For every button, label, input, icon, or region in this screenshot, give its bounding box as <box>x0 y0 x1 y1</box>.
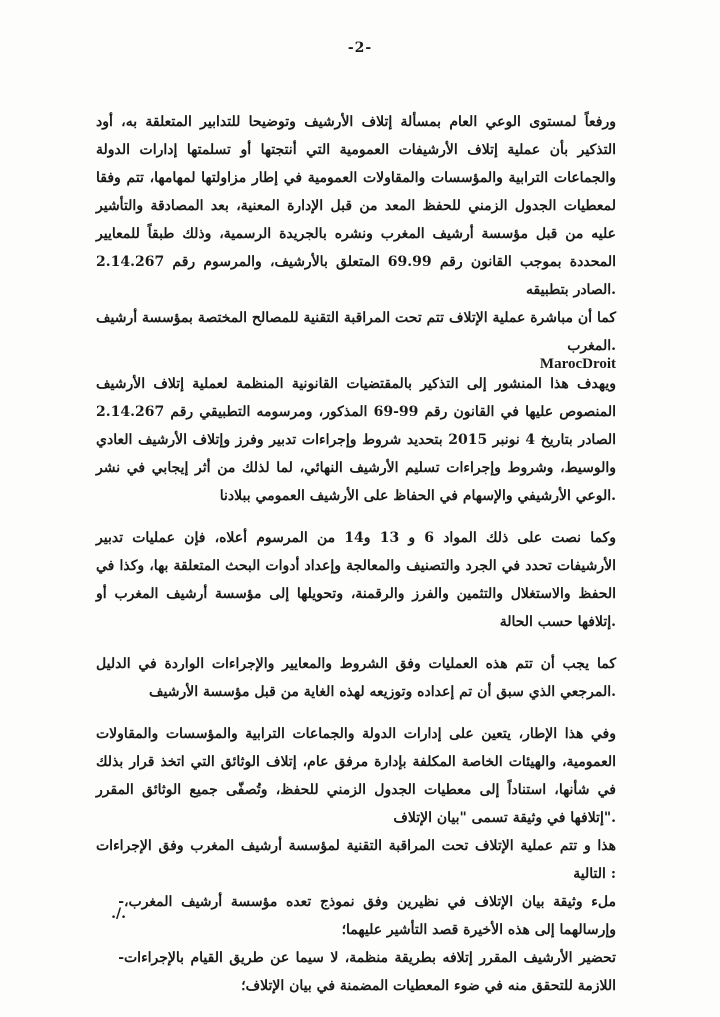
paragraph-1: ورفعاً لمستوى الوعي العام بمسألة إتلاف الأرشيف وتوضيحا للتدابير المتعلقة به، أود التذكير بأن عملية إتلاف الأرشيفات العمومية التي أنتجتها أو تسلمتها إدارات الدولة والجماعات الترابية والمؤسسات والمقاولات العمومية في إطار مزاولتها لمهامها، تتم وفقا لمعطيات الجدول الزمني للحفظ المعد من قبل الإدارة المعنية، بعد المصادقة والتأشير عليه من قبل مؤسسة أرشيف المغرب ونشره بالجريدة الرسمية، وذلك طبقاً للمعايير المحددة بموجب القانون رقم 69.99 المتعلق بالأرشيف، والمرسوم رقم 2.14.267 الصادر بتطبيقه. <box>96 114 616 298</box>
continuation-mark: ./. <box>111 906 126 922</box>
bullet-dash: - <box>118 950 124 966</box>
page-number: -2- <box>347 40 373 56</box>
bullet-text-1: ملء وثيقة بيان الإتلاف في نظيرين وفق نموذج تعده مؤسسة أرشيف المغرب، وإرسالهما إلى هذه الأخيرة قصد التأشير عليهما؛ <box>124 894 616 938</box>
paragraph-2: كما أن مباشرة عملية الإتلاف تتم تحت المراقبة التقنية للمصالح المختصة بمؤسسة أرشيف المغرب. <box>96 310 616 354</box>
bullet-text-2: تحضير الأرشيف المقرر إتلافه بطريقة منظمة، لا سيما عن طريق القيام بالإجراءات اللازمة للتحقق منه في ضوء المعطيات المضمنة في بيان الإتلاف؛ <box>124 950 616 994</box>
paragraph-7: هذا و تتم عملية الإتلاف تحت المراقبة التقنية لمؤسسة أرشيف المغرب وفق الإجراءات التالية : <box>96 838 616 882</box>
bullet-dash: - <box>118 894 124 910</box>
paragraph-4: وكما نصت على ذلك المواد 6 و 13 و14 من المرسوم أعلاه، فإن عمليات تدبير الأرشيفات تحدد في الجرد والتصنيف والمعالجة وإعداد أدوات البحث المتعلقة بها، وكذا في الحفظ والاستغلال والتثمين والفرز والرقمنة، وتحويلها إلى مؤسسة أرشيف المغرب أو إتلافها حسب الحالة. <box>96 530 616 630</box>
document-body <box>96 108 616 1000</box>
list-item <box>96 888 616 944</box>
watermark-text: MarocDroit <box>539 356 616 372</box>
paragraph-6: وفي هذا الإطار، يتعين على إدارات الدولة والجماعات الترابية والمؤسسات والمقاولات العمومية، والهيئات الخاصة المكلفة بإدارة مرفق عام، إتلاف الوثائق التي اتخذ قرار بذلك في شأنها، استناداً إلى معطيات الجدول الزمني للحفظ، وتُصفّى جميع الوثائق المقرر إتلافها في وثيقة تسمى "بيان الإتلاف". <box>96 726 616 826</box>
list-item <box>96 944 616 1000</box>
paragraph-5: كما يجب أن تتم هذه العمليات وفق الشروط والمعايير والإجراءات الواردة في الدليل المرجعي الذي سبق أن تم إعداده وتوزيعه لهذه الغاية من قبل مؤسسة الأرشيف. <box>96 656 616 700</box>
paragraph-3: ويهدف هذا المنشور إلى التذكير بالمقتضيات القانونية المنظمة لعملية إتلاف الأرشيف المنصوص عليها في القانون رقم 99-69 المذكور، ومرسومه التطبيقي رقم 2.14.267 الصادر بتاريخ 4 نونبر 2015 بتحديد شروط وإجراءات تدبير وفرز وإتلاف الأرشيف العادي والوسيط، وشروط وإجراءات تسليم الأرشيف النهائي، لما لذلك من أثر إيجابي في نشر الوعي الأرشيفي والإسهام في الحفاظ على الأرشيف العمومي ببلادنا. <box>96 376 617 504</box>
